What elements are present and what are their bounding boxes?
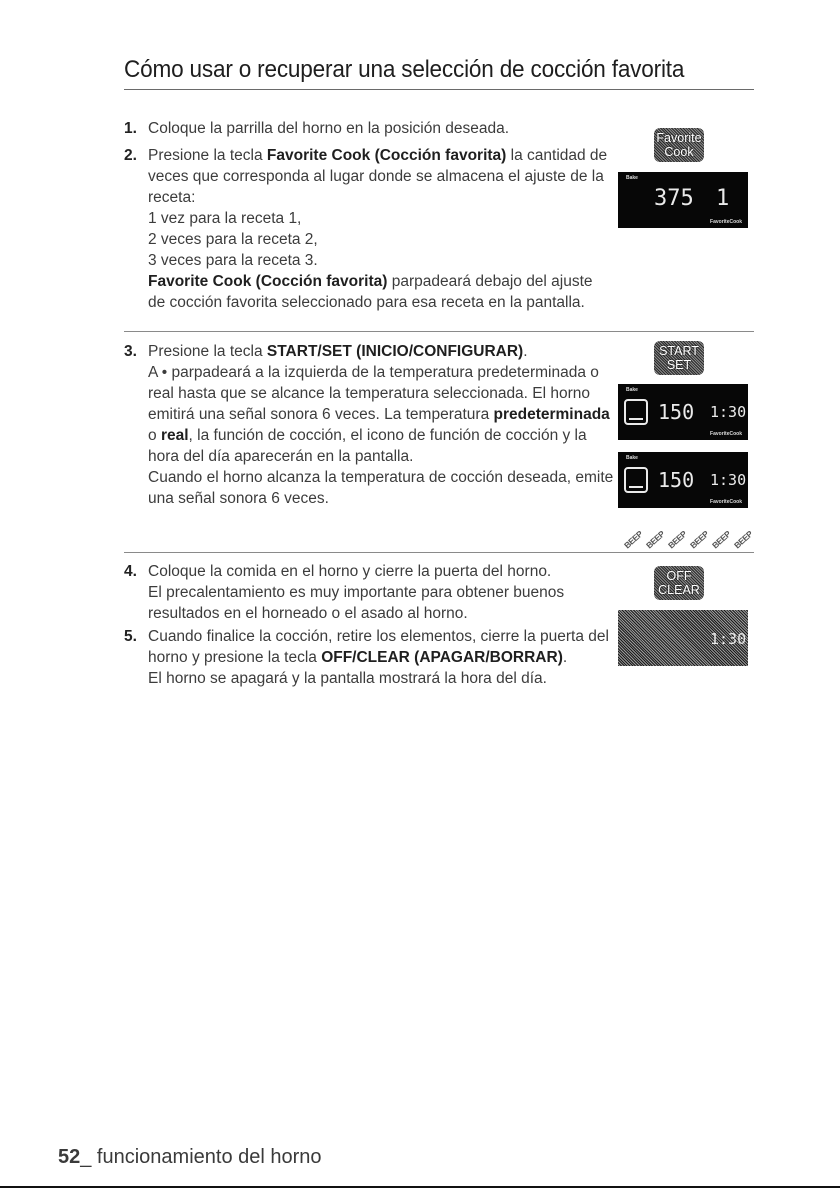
beep-text: BEEP bbox=[644, 528, 667, 551]
recipe-line: 2 veces para la receta 2, bbox=[148, 231, 318, 248]
step-text: El horno se apagará y la pantalla mostrará la hora del día. bbox=[148, 670, 547, 687]
start-set-key[interactable]: START SET bbox=[654, 341, 704, 375]
step-text: la cantidad de veces que corresponda al lugar donde se almacena el ajuste de la receta: bbox=[148, 147, 608, 206]
recipe-line: 3 veces para la receta 3. bbox=[148, 252, 318, 269]
step-text: Cuando finalice la cocción, retire los elementos, cierre la puerta del horno y presione la tecla bbox=[148, 628, 609, 666]
key-name: START/SET (INICIO/CONFIGURAR) bbox=[266, 343, 524, 360]
section-name: _ funcionamiento del horno bbox=[80, 1146, 322, 1168]
time-readout: 1:30 bbox=[710, 471, 747, 489]
time-readout: 1:30 bbox=[710, 403, 747, 421]
beep-text: BEEP bbox=[732, 528, 755, 551]
title-rule bbox=[124, 89, 754, 90]
off-clear-key[interactable]: OFF CLEAR bbox=[654, 566, 704, 600]
step-text: . bbox=[562, 649, 568, 666]
section-divider bbox=[124, 331, 754, 332]
section-divider bbox=[124, 552, 754, 553]
recipe-slot-readout: 1 bbox=[716, 186, 730, 211]
beep-text: BEEP bbox=[688, 528, 711, 551]
temperature-readout: 150 bbox=[658, 400, 695, 424]
step-text: parpadeará debajo del ajuste de cocción favorita seleccionado para esa receta en la pantalla. bbox=[148, 273, 593, 311]
step-number: 4. bbox=[124, 563, 137, 580]
oven-display-3 bbox=[618, 452, 748, 508]
bake-label: Bake bbox=[626, 455, 638, 461]
beep-text: BEEP bbox=[666, 528, 689, 551]
step-text: . bbox=[523, 343, 528, 360]
key-name: Favorite Cook (Cocción favorita) bbox=[266, 147, 507, 164]
bake-label: Bake bbox=[626, 387, 638, 393]
step-text: Presione la tecla bbox=[148, 147, 267, 164]
step-number: 5. bbox=[124, 628, 137, 645]
page-number: 52 bbox=[58, 1146, 81, 1168]
step-2 bbox=[124, 145, 614, 313]
step-text: Presione la tecla bbox=[148, 343, 267, 360]
step-text: A • parpadeará a la izquierda de la temperatura predeterminada o real hasta que se alcance la temperatura seleccionada. El horno emitirá una señal sonora 6 veces. La temperatura bbox=[148, 364, 599, 423]
step-1 bbox=[124, 118, 614, 139]
recipe-line: 1 vez para la receta 1, bbox=[148, 210, 302, 227]
beep-text: BEEP bbox=[710, 528, 733, 551]
step-number: 3. bbox=[124, 343, 137, 360]
step-number: 2. bbox=[124, 147, 137, 164]
emphasis: predeterminada bbox=[493, 406, 610, 423]
favorite-cook-label: FavoriteCook bbox=[710, 219, 742, 225]
page-footer bbox=[58, 1146, 322, 1169]
cooking-function-icon bbox=[624, 399, 648, 425]
oven-display-4 bbox=[618, 610, 748, 666]
step-4 bbox=[124, 561, 614, 624]
favorite-cook-label: FavoriteCook bbox=[710, 499, 742, 505]
bake-label: Bake bbox=[626, 175, 638, 181]
step-5 bbox=[124, 626, 614, 689]
temperature-readout: 375 bbox=[654, 186, 694, 211]
page-title: Cómo usar o recuperar una selección de cocción favorita bbox=[124, 56, 685, 83]
bottom-rule bbox=[0, 1186, 840, 1188]
time-readout: 1:30 bbox=[710, 630, 747, 648]
step-text: Coloque la comida en el horno y cierre la puerta del horno. bbox=[148, 563, 552, 580]
step-text: Cuando el horno alcanza la temperatura de cocción deseada, emite una señal sonora 6 veces. bbox=[148, 469, 614, 507]
oven-display-2 bbox=[618, 384, 748, 440]
temperature-readout: 150 bbox=[658, 468, 695, 492]
oven-display-1 bbox=[618, 172, 748, 228]
step-text: El precalentamiento es muy importante para obtener buenos resultados en el horneado o el asado al horno. bbox=[148, 584, 565, 622]
emphasis: real bbox=[160, 427, 189, 444]
step-3 bbox=[124, 341, 614, 509]
step-number: 1. bbox=[124, 120, 137, 137]
cooking-function-icon bbox=[624, 467, 648, 493]
step-text: , la función de cocción, el icono de función de cocción y la hora del día aparecerán en la pantalla. bbox=[148, 427, 587, 465]
beep-indicator bbox=[618, 523, 758, 551]
key-name: OFF/CLEAR (APAGAR/BORRAR) bbox=[321, 649, 563, 666]
step-text: Coloque la parrilla del horno en la posición deseada. bbox=[148, 120, 510, 137]
favorite-cook-label: FavoriteCook bbox=[710, 431, 742, 437]
key-name: Favorite Cook (Cocción favorita) bbox=[148, 273, 388, 290]
favorite-cook-key[interactable]: Favorite Cook bbox=[654, 128, 704, 162]
beep-text: BEEP bbox=[622, 528, 645, 551]
step-text: o bbox=[148, 427, 161, 444]
